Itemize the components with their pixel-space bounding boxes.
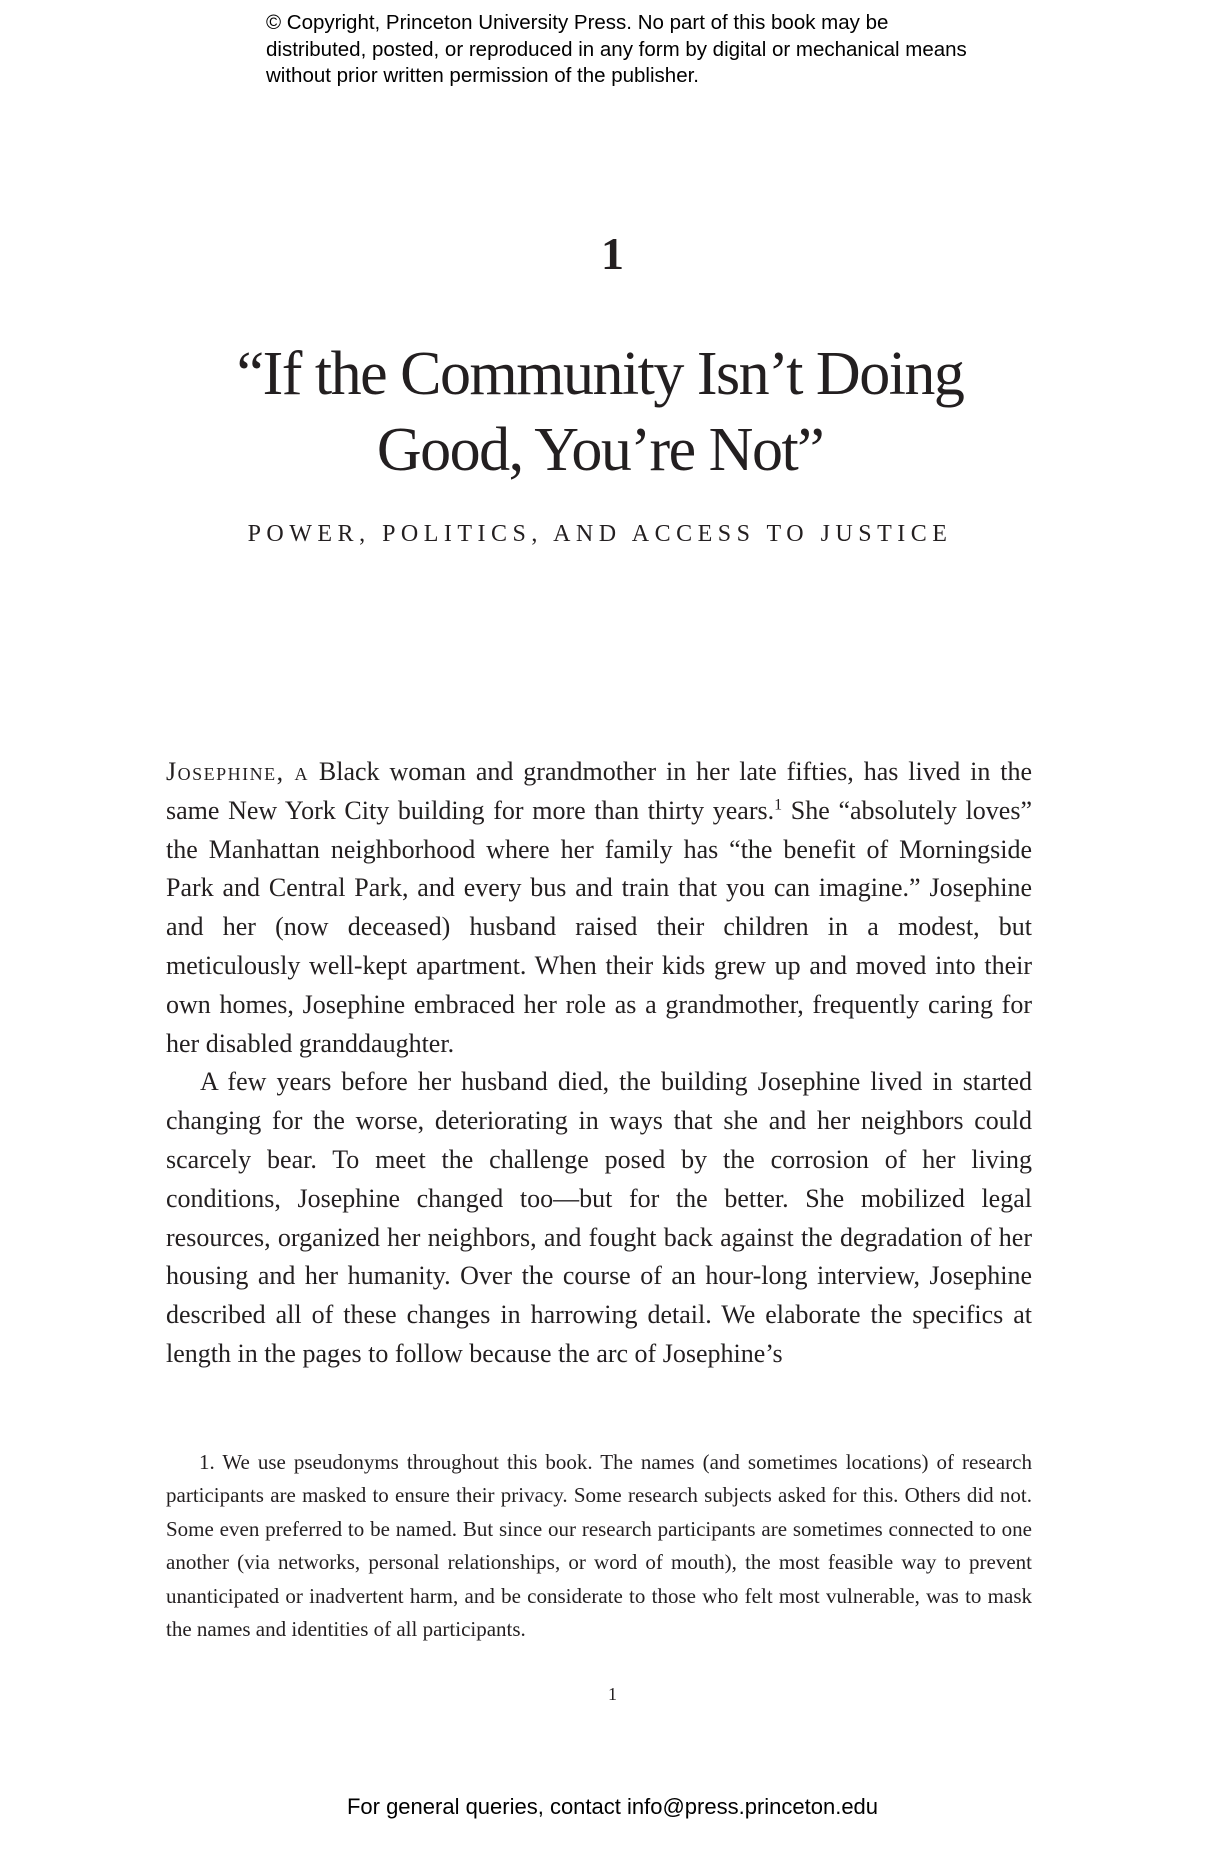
footnote: 1. We use pseudonyms throughout this book. The names (and sometimes locations) of research participants are masked to ensure their privacy. Some research subjects asked for this. Others did not. Some even preferred to be named. But since our research participants are sometimes connected to one another (via networks, personal relationships, or word of mouth), the most feasible way to prevent unanticipated or inadvertent harm, and be considerate to those who felt most vulnerable, was to mask the names and identities of all participants.	[166, 1450, 1032, 1642]
paragraph-1-text-b: She “absolutely loves” the Manhattan neighborhood where her family has “the benefit of Morningside Park and Central Park, and every bus and train that you can imagine.” Josephine and her (now deceased) husband raised their children in a modest, but meticulously well-kept apartment. When their kids grew up and moved into their own homes, Josephine embraced her role as a grandmother, frequently caring for her disabled granddaughter.	[166, 795, 1032, 1058]
body-text	[166, 753, 1032, 1374]
contact-line: For general queries, contact info@press.princeton.edu	[346, 1794, 879, 1819]
chapter-subtitle: POWER, POLITICS, AND ACCESS TO JUSTICE	[247, 521, 953, 547]
chapter-title-line-2: Good, You’re Not”	[376, 416, 824, 484]
lead-in-name: Josephine,	[166, 757, 285, 786]
paragraph-1	[166, 753, 1032, 1063]
footnote-reference: 1	[774, 796, 783, 814]
copyright-notice: © Copyright, Princeton University Press. No part of this book may be distributed, posted, or reproduced in any form by digital or mechanical means without prior written permission of the publisher.	[266, 11, 967, 87]
chapter-title-line-1: “If the Community Isn’t Doing	[236, 340, 964, 408]
paragraph-1-text-a: Black woman and grandmother in her late fifties, has lived in the same New York City building for more than thirty years.	[166, 757, 1032, 825]
chapter-title	[150, 336, 1050, 488]
page-number: 1	[608, 1684, 617, 1704]
lead-in-article: a	[294, 757, 310, 786]
paragraph-2: A few years before her husband died, the building Josephine lived in started changing for the worse, deteriorating in ways that she and her neighbors could scarcely bear. To meet the challenge posed by the corrosion of her living conditions, Josephine changed too—but for the better. She mobilized legal resources, organized her neighbors, and fought back against the degradation of her housing and her humanity. Over the course of an hour-long interview, Josephine described all of these changes in harrowing detail. We elaborate the specifics at length in the pages to follow because the arc of Josephine’s	[166, 1067, 1032, 1368]
chapter-number: 1	[601, 228, 624, 279]
